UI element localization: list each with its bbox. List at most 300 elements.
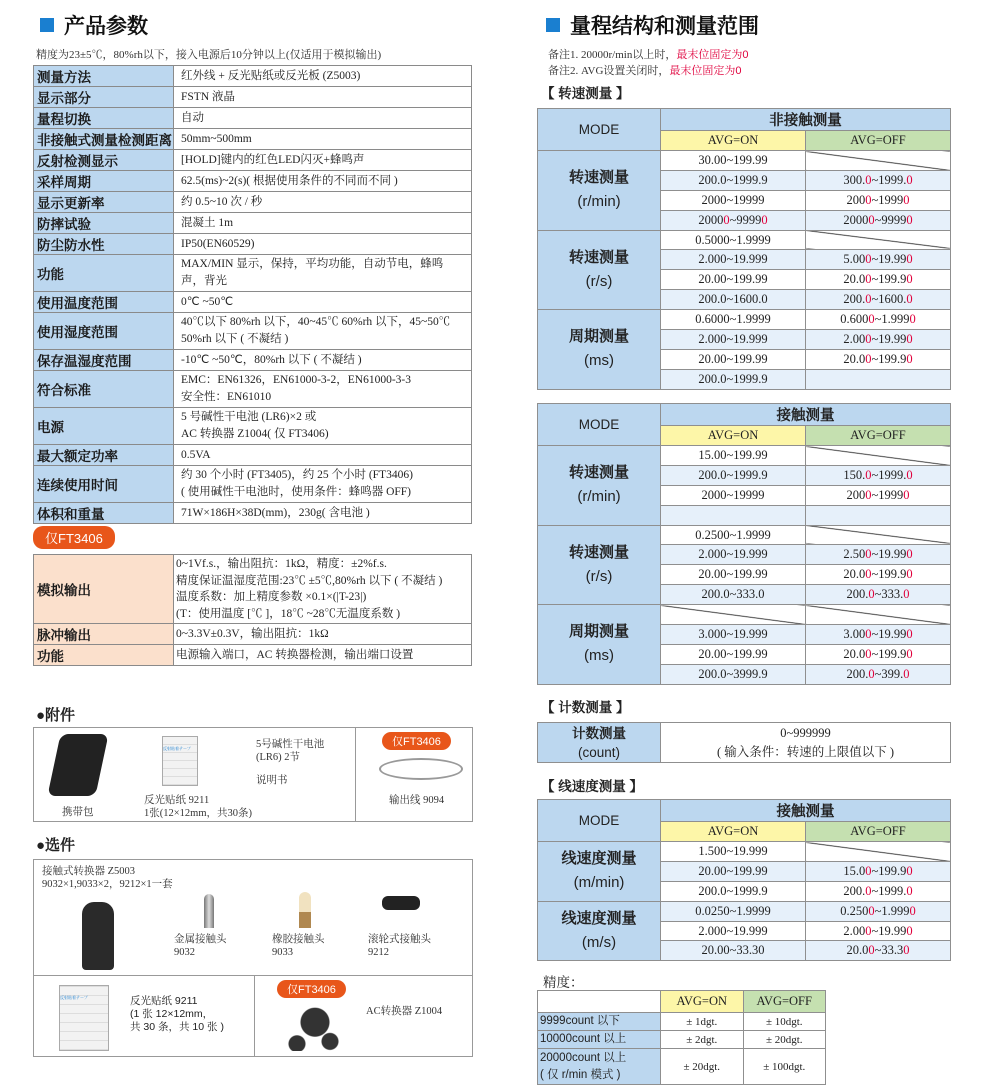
spec-value [174,255,472,292]
range-text: ~1999. [871,883,907,898]
count-range-line: ( 仅 r/min 模式 ) [540,1068,621,1081]
range-text: 200.0~1999.9 [698,883,768,898]
fixed-zero-digit: 0 [865,172,872,187]
avg-off-cell [806,941,951,961]
range-row [538,605,951,625]
range-text: ~333. [874,587,904,602]
spec-value-line: ( 使用碱性干电池时，使用条件：蜂鸣器 OFF) [181,486,412,498]
range-text: 15.0 [843,863,866,878]
spec-value [174,350,472,371]
sticker-image [162,736,198,786]
range-text: 2.000~19.999 [698,923,768,938]
spec-row [34,129,472,150]
mode-name: 转速测量 [568,248,629,266]
fixed-zero-digit: 0 [865,292,872,307]
remark-text: 备注2. AVG设置关闭时， [548,65,670,77]
spec-label-text: 防尘防水性 [37,238,105,253]
spec-label-text: 功能 [37,649,64,664]
range-row [538,525,951,545]
count-table [537,722,951,763]
spec-label-text: 采样周期 [37,175,91,190]
avg-on-cell [661,190,806,210]
spec-label [34,624,174,645]
fixed-zero-digit: 0 [761,212,768,227]
precision-off: ± 10dgt. [743,1013,826,1031]
header-row [538,800,951,822]
fixed-zero-digit: 0 [865,863,872,878]
spec-row [34,255,472,292]
fixed-zero-digit: 0 [868,943,875,958]
avg-off-cell [806,901,951,921]
range-text: ~1.999 [874,903,910,918]
range-text: 3.00 [843,626,866,641]
fixed-zero-digit: 0 [906,292,913,307]
wheel-tip-image [382,896,420,910]
spec-value [174,171,472,192]
fixed-zero-digit: 0 [903,587,910,602]
metal-tip-image [204,894,214,928]
range-text: 20.0 [843,646,866,661]
mode-header: MODE [538,109,661,151]
spec-value [174,213,472,234]
spec-value [174,292,472,313]
fixed-zero-digit: 0 [865,547,872,562]
avg-off-cell [806,465,951,485]
range-text: 200.0~1600.0 [698,292,768,307]
avg-off-cell [806,210,951,230]
remark-1 [548,46,748,62]
range-text: ~19.99 [871,252,907,267]
range-text: 150. [843,467,866,482]
product-spec-title [40,10,148,40]
remark-2 [548,62,742,78]
output-cable-label: 输出线 9094 [389,795,445,806]
sticker-spec: (1 张 12×12mm， [130,1008,214,1020]
options-box [33,859,473,1057]
fixed-zero-digit: 0 [723,212,730,227]
options-heading: ●选件 [36,837,76,854]
spec-value [174,87,472,108]
spec-label [34,503,174,524]
avg-off-cell [806,625,951,645]
avg-off-cell [806,921,951,941]
count-range-line: 9999count 以下 [540,1015,620,1027]
range-text: 200. [843,292,866,307]
spec-label [34,555,174,624]
mode-cell [538,310,661,390]
ac-adapter-label: AC转换器 Z1004 [366,1006,443,1017]
spec-label [34,313,174,350]
avg-on-cell [661,250,806,270]
spec-value-line: 自动 [181,111,204,124]
fixed-zero-digit: 0 [865,626,872,641]
spec-value [174,624,472,645]
avg-off-header: AVG=OFF [806,426,951,446]
spec-row [34,445,472,466]
avg-off-cell [806,485,951,505]
fixed-zero-digit: 0 [865,487,872,502]
fixed-zero-digit: 0 [868,903,875,918]
avg-on-cell [661,151,806,171]
mode-cell [538,842,661,902]
spec-value-line: MAX/MIN 显示，保持，平均功能，自动节电，蜂鸣 [181,258,444,270]
range-text: 200.0~1999.9 [698,467,768,482]
empty-header [538,991,661,1013]
range-text: 200 [846,192,866,207]
manual-label: 说明书 [256,775,288,786]
spec-value-line: 温度系数：加上精度参数 ×0.1×(|T-23|) [176,591,367,603]
mode-unit: (r/min) [577,193,621,211]
spec-row [34,466,472,503]
range-text: 3.000~19.999 [698,626,768,641]
avg-on-cell [661,881,806,901]
avg-on-cell [661,644,806,664]
spec-value [174,466,472,503]
range-text: 15.00~199.99 [698,447,768,462]
accessories-box [33,727,473,822]
rubber-tip-image [299,892,311,928]
spec-label-text: 功能 [37,267,64,282]
fixed-zero-digit: 0 [909,903,916,918]
wheel-tip-name: 滚轮式接触头 [368,934,431,945]
count-range-label [538,1049,661,1085]
spec-row [34,87,472,108]
blank-cell [806,446,951,466]
spec-row [34,108,472,129]
range-text: 200. [846,666,869,681]
range-text: 2.000~19.999 [698,252,768,267]
fixed-zero-digit: 0 [906,547,913,562]
fixed-zero-digit: 0 [906,172,913,187]
spec-value [174,408,472,445]
spec-label-text: 符合标准 [37,383,91,398]
linear-section-title: 【 线速度测量 】 [541,779,644,794]
range-text: 20.00~199.99 [698,351,768,366]
contact-rotation-table [537,403,951,685]
precision-off: ± 20dgt. [743,1031,826,1049]
avg-on-cell [661,941,806,961]
avg-on-header: AVG=ON [661,991,744,1013]
range-text: 200 [846,487,866,502]
range-text: 2000 [698,212,724,227]
spec-label [34,371,174,408]
measurement-type-header: 非接触测量 [661,109,951,131]
avg-off-cell [806,190,951,210]
range-text: 0.5000~1.9999 [695,232,771,247]
count-range: 0~999999 [780,725,831,740]
range-row [538,230,951,250]
metal-tip-label [174,933,227,959]
spec-label [34,255,174,292]
mode-name: 线速度测量 [561,850,637,868]
spec-value [174,645,472,666]
spec-label-text: 显示更新率 [37,196,105,211]
avg-on-header: AVG=ON [661,426,806,446]
precision-row [538,1013,826,1031]
count-label [538,723,661,763]
mode-unit: (m/min) [573,874,625,892]
fixed-zero-digit: 0 [903,666,910,681]
range-text: 200.0~333.0 [701,587,765,602]
spec-value-line: 约 30 个小时 (FT3405)，约 25 个小时 (FT3406) [181,469,413,481]
mode-name: 周期测量 [568,328,629,346]
spec-label [34,234,174,255]
range-text: ~199.9 [871,646,907,661]
spec-label [34,108,174,129]
fixed-zero-digit: 0 [865,192,872,207]
converter-contents: 9032×1,9033×2，9212×1一套 [42,879,173,890]
mode-cell [538,230,661,310]
count-range-line: 20000count 以上 [540,1051,627,1064]
spec-row [34,350,472,371]
mode-name: 转速测量 [568,543,629,561]
avg-on-cell [661,290,806,310]
range-text: 2.00 [843,923,866,938]
range-text: ~199.9 [871,272,907,287]
fixed-zero-digit: 0 [906,863,913,878]
avg-off-header: AVG=OFF [806,822,951,842]
spec-label-text: 防摔试验 [37,217,91,232]
converter-label [42,865,173,891]
spec-label [34,129,174,150]
fixed-zero-digit: 0 [906,567,913,582]
spec-label-text: 反射检测显示 [37,154,118,169]
mode-unit: (m/s) [581,934,617,951]
range-text: 0.250 [840,903,869,918]
spec-row [34,371,472,408]
spec-value-line: 5 号碱性干电池 (LR6)×2 或 [181,411,317,423]
avg-off-cell [806,170,951,190]
range-text: 20.0 [843,351,866,366]
fixed-zero-digit: 0 [865,272,872,287]
range-text: ~19.99 [871,331,907,346]
spec-value-line: 声，背光 [181,275,227,287]
mode-cell [538,901,661,961]
noncontact-rotation-table [537,108,951,390]
range-text: 2.000~19.999 [698,547,768,562]
avg-off-cell [806,250,951,270]
fixed-zero-digit: 0 [865,567,872,582]
fixed-zero-digit: 0 [906,883,913,898]
range-text: 1.500~19.999 [698,843,768,858]
spec-label [34,66,174,87]
range-text: ~1999. [871,172,907,187]
range-text: 2.000~19.999 [698,331,768,346]
mode-unit: (ms) [584,352,614,370]
range-text: 2.00 [843,331,866,346]
fixed-zero-digit: 0 [906,646,913,661]
range-row [538,446,951,466]
blank-cell [806,151,951,171]
range-text: ~9999 [874,212,907,227]
sticker-thumb-text: 反射貼着テープ [60,995,88,1000]
avg-on-cell [661,664,806,684]
rubber-tip-name: 橡胶接触头 [272,934,325,945]
range-text: ~9999 [729,212,762,227]
contact-converter-image [82,902,114,970]
spec-label [34,408,174,445]
spec-value-line: 0℃ ~50℃ [181,295,234,308]
mode-name: 线速度测量 [561,910,637,927]
count-label-unit: (count) [577,744,621,760]
precision-off: ± 100dgt. [743,1049,826,1085]
range-text: 20.00~199.99 [698,863,768,878]
sticker-name: 反光贴纸 9211 [130,995,198,1007]
range-text: ~199.9 [871,567,907,582]
range-text: 20.00~199.99 [698,272,768,287]
avg-off-cell [806,270,951,290]
spec-label [34,87,174,108]
spec-label [34,292,174,313]
fixed-zero-digit: 0 [906,252,913,267]
spec-value-line: 50%rh 以下 ( 不凝结 ) [181,333,289,345]
spec-value-line: AC 转换器 Z1004( 仅 FT3406) [181,428,329,440]
avg-on-cell [661,565,806,585]
fixed-zero-digit: 0 [865,331,872,346]
fixed-zero-digit: 0 [909,312,916,327]
spec-table [33,65,472,524]
blank-cell [806,525,951,545]
range-text: ~19.99 [871,547,907,562]
count-range-line: 10000count 以上 [540,1033,627,1045]
avg-off-cell [806,565,951,585]
blank-cell [806,605,951,625]
spec-label-text: 使用温度范围 [37,296,118,311]
avg-on-cell [661,625,806,645]
mode-cell [538,605,661,685]
avg-on-cell [661,349,806,369]
spec-label [34,350,174,371]
rubber-tip-code: 9033 [272,947,293,958]
spec-value-line: 约 0.5~10 次 / 秒 [181,195,263,208]
fixed-zero-digit: 0 [865,351,872,366]
carry-case-image [47,734,108,796]
spec-value [174,108,472,129]
spec-value [174,66,472,87]
avg-on-cell [661,310,806,330]
avg-off-cell [806,545,951,565]
sticker-name: 反光贴纸 9211 [144,795,210,806]
converter-name: 接触式转换器 Z5003 [42,866,136,877]
range-text: 200.0~3999.9 [698,666,768,681]
mode-unit: (r/s) [585,567,613,585]
spec-label-text: 保存温湿度范围 [37,354,132,369]
range-text: 30.00~199.99 [698,152,768,167]
spec-label [34,192,174,213]
avg-on-cell [661,369,806,389]
fixed-zero-digit: 0 [906,467,913,482]
range-text: ~399. [874,666,904,681]
fixed-zero-digit: 0 [865,646,872,661]
blank-cell [806,842,951,862]
range-text: 20.0 [846,943,869,958]
spec-value [174,234,472,255]
fixed-zero-digit: 0 [903,943,910,958]
avg-on-cell [661,861,806,881]
fixed-zero-digit: 0 [868,587,875,602]
range-row [538,310,951,330]
avg-off-cell [806,644,951,664]
avg-off-cell [806,881,951,901]
range-text: ~199.9 [871,863,907,878]
spec-label-text: 体积和重量 [37,507,105,522]
battery-label [256,738,324,764]
spec-label-text: 显示部分 [37,91,91,106]
rotation-section-title: 【 转速测量 】 [541,86,630,101]
spec-label [34,466,174,503]
avg-on-cell [661,921,806,941]
range-text: 2000~19999 [701,487,765,502]
spec-value-line: 电源输入端口，AC 转换器检测，输出端口设置 [176,648,414,661]
spec-value [174,503,472,524]
ft3406-badge: 仅FT3406 [277,980,346,998]
spec-row [34,234,472,255]
mode-cell [538,151,661,231]
spec-value [174,371,472,408]
spec-row [34,213,472,234]
spec-value [174,192,472,213]
spec-row [34,645,472,666]
precision-row [538,1031,826,1049]
spec-value-line: 40℃以下 80%rh 以下，40~45℃ 60%rh 以下，45~50℃ [181,316,451,328]
measurement-type-header: 接触测量 [661,404,951,426]
blank-cell [806,505,951,525]
spec-label-text: 电源 [37,420,64,435]
spec-value-line: 0~1Vf.s.，输出阻抗：1kΩ，精度：±2%f.s. [176,558,387,570]
range-text: ~19.99 [871,923,907,938]
fixed-zero-digit: 0 [868,666,875,681]
avg-on-cell [661,585,806,605]
avg-on-cell [661,901,806,921]
spec-row [34,503,472,524]
remark-highlight: 最末位固定为0 [669,65,742,77]
spec-value-line: 62.5(ms)~2(s)( 根据使用条件的不同而不同 ) [181,174,398,187]
range-text: 200.0~1999.9 [698,371,768,386]
count-condition: ( 输入条件：转速的上限值以下 ) [716,744,895,759]
mode-unit: (r/s) [585,272,613,290]
range-text: 200.0~1999.9 [698,172,768,187]
spec-value [174,313,472,350]
spec-label [34,445,174,466]
output-cable-image [379,758,463,780]
range-text: 20.00~33.30 [701,943,765,958]
range-text: 200. [843,883,866,898]
avg-on-header: AVG=ON [661,131,806,151]
blank-cell [661,505,806,525]
fixed-zero-digit: 0 [865,252,872,267]
divider [355,728,356,821]
range-text: ~19.99 [871,626,907,641]
sticker-image [59,985,109,1051]
avg-on-cell [661,210,806,230]
avg-on-cell [661,485,806,505]
range-title [546,10,759,40]
avg-on-cell [661,270,806,290]
title-square-icon [40,18,54,32]
range-text: 0.2500~1.9999 [695,527,771,542]
spec-label-text: 量程切换 [37,112,91,127]
linear-speed-table [537,799,951,961]
mode-name: 转速测量 [568,464,629,482]
range-text: ~199.9 [871,351,907,366]
spec-label [34,171,174,192]
spec-value-line: [HOLD]键内的红色LED闪灭+蜂鸣声 [181,153,365,166]
sticker-qty: 共 30 条，共 10 张 ) [130,1021,224,1033]
fixed-zero-digit: 0 [906,331,913,346]
spec-value-line: -10℃ ~50℃，80%rh 以下 ( 不凝结 ) [181,353,362,366]
precision-section-title: 精度： [543,975,584,990]
fixed-zero-digit: 0 [868,312,875,327]
